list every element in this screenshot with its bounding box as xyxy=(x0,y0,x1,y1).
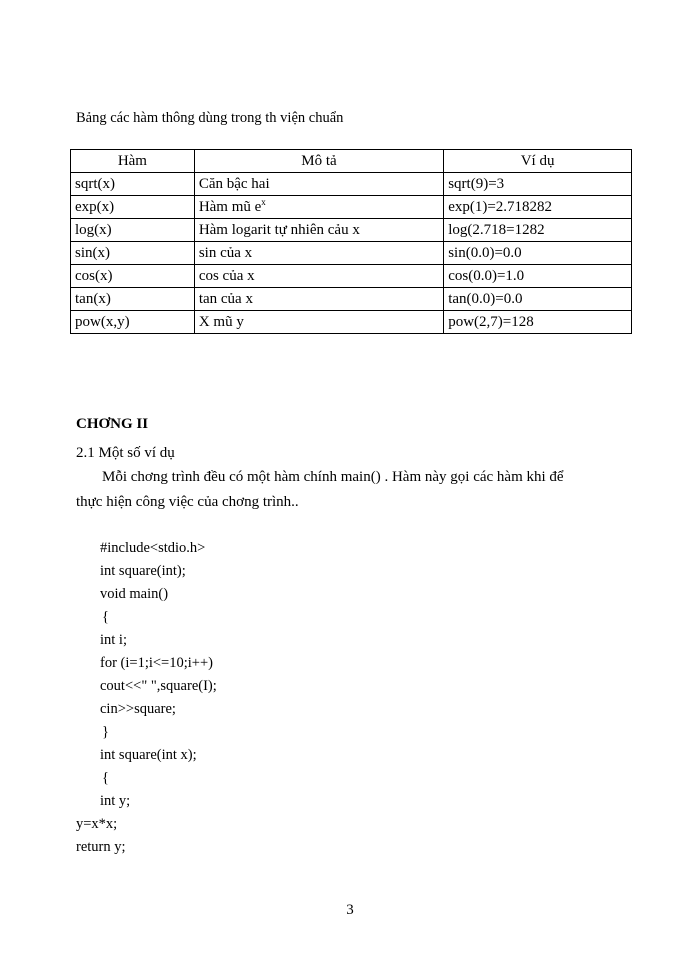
cell-function: pow(x,y) xyxy=(71,311,195,334)
code-line: y=x*x; xyxy=(76,816,118,832)
cell-description xyxy=(194,196,443,219)
cell-function: cos(x) xyxy=(71,265,195,288)
cell-example: pow(2,7)=128 xyxy=(444,311,632,334)
table-row xyxy=(71,288,632,311)
cell-function: exp(x) xyxy=(71,196,195,219)
cell-description: Căn bậc hai xyxy=(194,173,443,196)
code-line: { xyxy=(102,770,109,786)
table-row xyxy=(71,196,632,219)
code-line: cin>>square; xyxy=(100,701,176,717)
code-line: cout<<" ",square(I); xyxy=(100,678,217,694)
code-line: int square(int x); xyxy=(100,747,197,763)
paragraph-line: Mỗi chơng trình đều có một hàm chính main() . Hàm này gọi các hàm khi để xyxy=(102,469,564,485)
cell-example: exp(1)=2.718282 xyxy=(444,196,632,219)
table-caption: Bảng các hàm thông dùng trong th viện chuẩn xyxy=(76,110,344,126)
table-row xyxy=(71,173,632,196)
cell-description: X mũ y xyxy=(194,311,443,334)
header-function: Hàm xyxy=(71,150,195,173)
table-row xyxy=(71,311,632,334)
cell-example: log(2.718=1282 xyxy=(444,219,632,242)
code-line: } xyxy=(102,724,109,740)
cell-example: cos(0.0)=1.0 xyxy=(444,265,632,288)
code-line: #include<stdio.h> xyxy=(100,540,206,556)
header-example: Ví dụ xyxy=(444,150,632,173)
table-row xyxy=(71,265,632,288)
code-line: return y; xyxy=(76,839,126,855)
table-row xyxy=(71,219,632,242)
description-text: Hàm mũ e xyxy=(198,198,262,215)
code-line: int i; xyxy=(100,632,127,648)
cell-function: sqrt(x) xyxy=(71,173,195,196)
code-line: { xyxy=(102,609,109,625)
cell-function: sin(x) xyxy=(71,242,195,265)
superscript: x xyxy=(261,196,266,207)
cell-description: Hàm logarit tự nhiên cảu x xyxy=(194,219,443,242)
cell-description: cos của x xyxy=(194,265,443,288)
section-heading: 2.1 Một số ví dụ xyxy=(76,445,175,461)
code-line: void main() xyxy=(100,586,169,602)
code-line: int y; xyxy=(100,793,131,809)
cell-description: sin của x xyxy=(194,242,443,265)
header-description: Mô tả xyxy=(194,150,443,173)
cell-description: tan của x xyxy=(194,288,443,311)
cell-example: sin(0.0)=0.0 xyxy=(444,242,632,265)
code-line: for (i=1;i<=10;i++) xyxy=(100,655,213,671)
chapter-heading: CHƠNG II xyxy=(76,416,149,432)
code-line: int square(int); xyxy=(100,563,186,579)
cell-example: tan(0.0)=0.0 xyxy=(444,288,632,311)
paragraph-line: thực hiện công việc của chơng trình.. xyxy=(76,494,299,510)
functions-table xyxy=(70,149,632,334)
table-header-row xyxy=(71,150,632,173)
cell-example: sqrt(9)=3 xyxy=(444,173,632,196)
cell-function: log(x) xyxy=(71,219,195,242)
table-row xyxy=(71,242,632,265)
cell-function: tan(x) xyxy=(71,288,195,311)
page-number: 3 xyxy=(346,902,354,918)
